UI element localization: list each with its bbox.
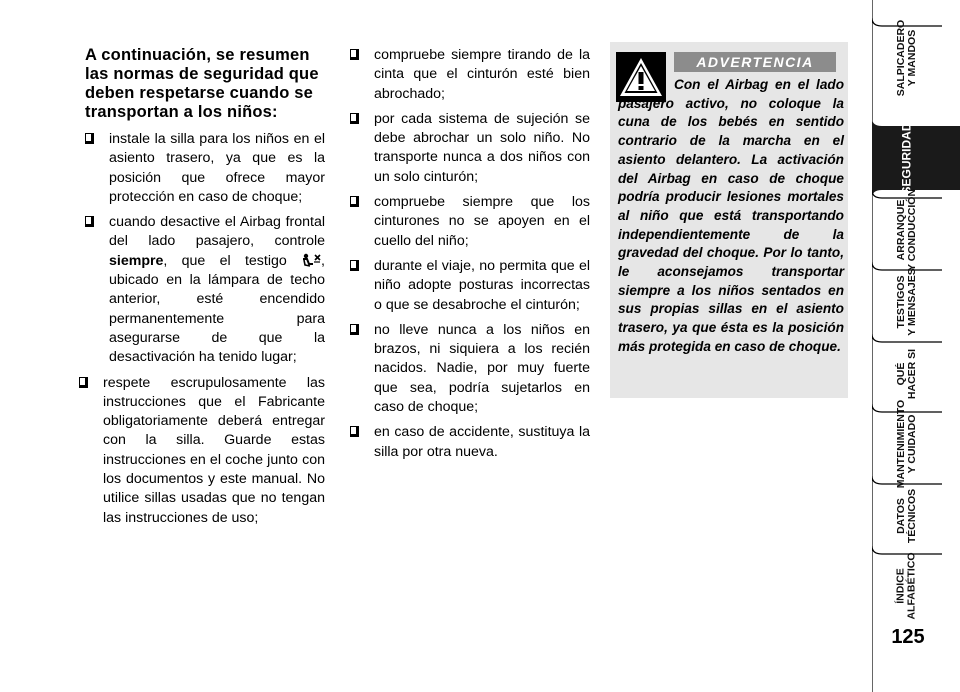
list-item: cuando desactive el Airbag frontal del lado pasajero, controle siempre, que el testigo , ubicado en la lámpara de techo anterior, esté encendido permanentemente para asegurarse de que la desactivación ha tenido lugar; bbox=[85, 213, 325, 367]
tab-seguridad[interactable] bbox=[872, 121, 942, 195]
section-heading: A continuación, se resumen las normas de seguridad que deben respetarse cuando se transportan a los niños: bbox=[85, 46, 319, 121]
checkbox-bullet-icon bbox=[350, 49, 359, 60]
checkbox-bullet-icon bbox=[85, 216, 94, 227]
list-item: por cada sistema de sujeción se debe abrochar un solo niño. No transporte nunca a dos niños con un solo cinturón; bbox=[350, 110, 590, 187]
emphasis-text: siempre bbox=[109, 252, 164, 269]
airbag-off-icon bbox=[301, 253, 321, 267]
list-item: compruebe siempre que los cinturones no se apoyen en el cuello del niño; bbox=[350, 193, 590, 251]
warning-text: Con el Airbag en el lado pasajero activo, no coloque la cuna de los bebés en sentido contrario de la marcha en el asiento delantero. La activación del Airbag en caso de choque podría producir lesiones mortales al niño que está transportando independientemente de la gravedad del choque. Por lo tanto, le aconsejamos transportar siempre a los niños sentados en sus propias sillas en el asiento trasero, ya que ésta es la posición más protegida en caso de choque. bbox=[618, 77, 844, 354]
tab-label: SALPICADERO Y MANDOS bbox=[895, 19, 918, 97]
checkbox-bullet-icon bbox=[350, 260, 359, 271]
list-item: compruebe siempre tirando de la cinta que el cinturón esté bien abrochado; bbox=[350, 46, 590, 104]
tab-datos[interactable] bbox=[872, 484, 942, 548]
checkbox-bullet-icon bbox=[350, 426, 359, 437]
tab-testigos[interactable] bbox=[872, 270, 942, 334]
warning-box bbox=[610, 42, 848, 398]
checkbox-bullet-icon bbox=[79, 377, 88, 388]
tab-label: ARRANQUE Y CONDUCCIÓN bbox=[895, 188, 918, 272]
checkbox-bullet-icon bbox=[350, 113, 359, 124]
list-item: respete escrupulosamente las instrucciones que el Fabricante obligatoriamente deberá entregar con la silla. Guarde estas instrucciones en el coche junto con los documentos y este manual. No utilice sillas usadas que no tengan las instrucciones de uso; bbox=[79, 374, 325, 528]
tab-label: SEGURIDAD bbox=[899, 121, 914, 195]
tab-que-hacer[interactable] bbox=[872, 342, 942, 406]
checkbox-bullet-icon bbox=[350, 196, 359, 207]
tab-label: QUÉ HACER SI bbox=[895, 348, 918, 400]
page-number: 125 bbox=[891, 626, 925, 648]
list-item: no lleve nunca a los niños en brazos, ni siquiera a los recién nacidos. Nadie, por muy fuerte que sea, podría sujetarlos en caso de choque; bbox=[350, 321, 590, 417]
checkbox-bullet-icon bbox=[350, 324, 359, 335]
tab-label: DATOS TÉCNICOS bbox=[894, 488, 918, 544]
tab-salpicadero[interactable] bbox=[872, 19, 942, 97]
list-item: durante el viaje, no permita que el niño adopte posturas incorrectas o que se desabroche el cinturón; bbox=[350, 257, 590, 315]
left-column bbox=[85, 46, 325, 534]
chapter-index-sidebar bbox=[872, 0, 960, 692]
tab-label: MANTENIMIENTO Y CUIDADO bbox=[895, 399, 919, 489]
tab-label: ÍNDICE ALFABÉTICO bbox=[895, 552, 918, 620]
warning-title: ADVERTENCIA bbox=[674, 52, 836, 72]
checkbox-bullet-icon bbox=[85, 133, 94, 144]
tab-indice[interactable] bbox=[872, 554, 942, 618]
middle-column bbox=[350, 46, 590, 468]
list-item: en caso de accidente, sustituya la silla por otra nueva. bbox=[350, 423, 590, 462]
tab-mantenimiento[interactable] bbox=[872, 399, 942, 489]
tab-arranque[interactable] bbox=[872, 188, 942, 272]
tab-label: TESTIGOS Y MENSAJES bbox=[895, 268, 918, 336]
list-item: instale la silla para los niños en el asiento trasero, ya que es la posición que ofrece mayor protección en caso de choque; bbox=[85, 130, 325, 207]
